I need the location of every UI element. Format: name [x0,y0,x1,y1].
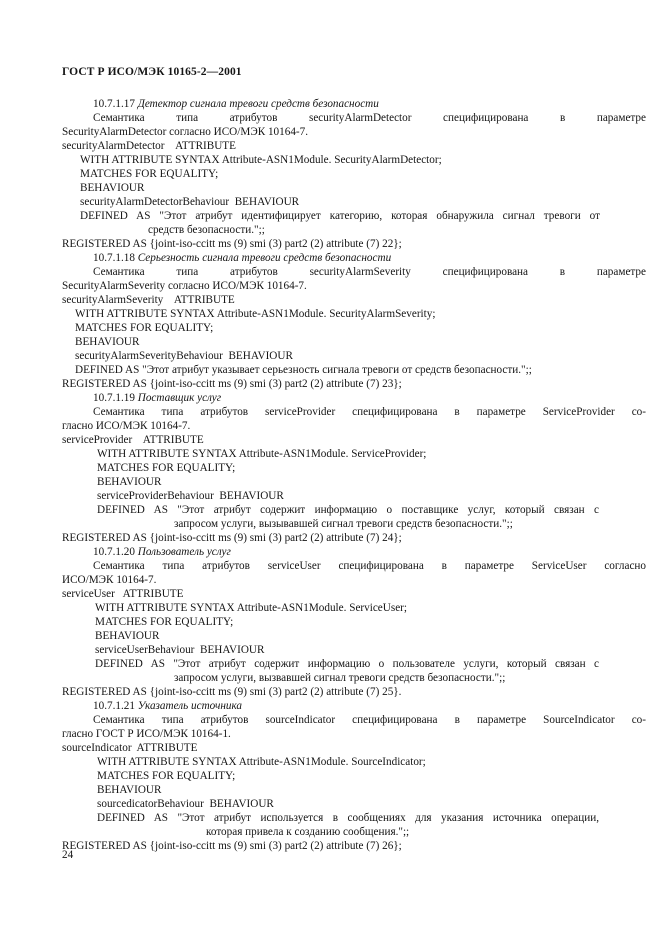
text-line: securityAlarmDetectorBehaviour BEHAVIOUR [80,196,300,208]
section-heading [93,252,391,265]
text-line: BEHAVIOUR [80,182,145,194]
text-line: serviceUser ATTRIBUTE [62,588,184,600]
text-line: ИСО/МЭК 10164-7. [62,574,157,586]
text-line: запросом услуги, вызывавшей сигнал тревоги средств безопасности.";; [174,518,513,530]
section-heading [93,98,379,111]
section-title: Поставщик услуг [137,392,222,404]
section-number: 10.7.1.20 [93,546,138,558]
text-line: которая привела к созданию сообщения.";; [206,826,410,838]
text-line: REGISTERED AS {joint-iso-ccitt ms (9) smi (3) part2 (2) attribute (7) 22}; [62,238,402,250]
section-heading [93,546,231,559]
section-title: Пользователь услуг [137,546,231,558]
text-line: MATCHES FOR EQUALITY; [80,168,219,180]
text-line: MATCHES FOR EQUALITY; [97,462,236,474]
text-line: SecurityAlarmDetector согласно ИСО/МЭК 10164-7. [62,126,309,138]
text-line: MATCHES FOR EQUALITY; [75,322,214,334]
text-line: Семантика типа атрибутов securityAlarmSeverity специфицирована в параметре [93,266,646,278]
text-line: serviceProviderBehaviour BEHAVIOUR [97,490,284,502]
text-line: WITH ATTRIBUTE SYNTAX Attribute-ASN1Module. SecurityAlarmDetector; [80,154,442,166]
text-line: securityAlarmSeverity ATTRIBUTE [62,294,235,306]
text-line: MATCHES FOR EQUALITY; [97,770,236,782]
page-number: 24 [62,849,74,861]
text-line: SecurityAlarmSeverity согласно ИСО/МЭК 10164-7. [62,280,307,292]
text-line: sourcedicatorBehaviour BEHAVIOUR [97,798,274,810]
text-line: DEFINED AS "Этот атрибут используется в сообщениях для указания источника операции, [97,812,599,824]
text-line: DEFINED AS "Этот атрибут указывает серьезность сигнала тревоги от средств безопасности.";; [75,364,532,376]
text-line: Семантика типа атрибутов securityAlarmDetector специфицирована в параметре [93,112,646,124]
text-line: securityAlarmSeverityBehaviour BEHAVIOUR [75,350,293,362]
text-line: WITH ATTRIBUTE SYNTAX Attribute-ASN1Module. ServiceProvider; [97,448,427,460]
text-line: REGISTERED AS {joint-iso-ccitt ms (9) smi (3) part2 (2) attribute (7) 23}; [62,378,402,390]
text-line: DEFINED AS "Этот атрибут содержит информацию о поставщике услуг, который связан с [97,504,599,516]
text-line: REGISTERED AS {joint-iso-ccitt ms (9) smi (3) part2 (2) attribute (7) 24}; [62,532,402,544]
text-line: DEFINED AS "Этот атрибут идентифицирует категорию, которая обнаружила сигнал тревоги от [80,210,600,222]
text-line: гласно ГОСТ Р ИСО/МЭК 10164-1. [62,728,231,740]
text-line: sourceIndicator ATTRIBUTE [62,742,198,754]
text-line: Семантика типа атрибутов sourceIndicator специфицирована в параметре SourceIndicator со- [93,714,646,726]
text-line: средств безопасности.";; [148,224,265,236]
text-line: Семантика типа атрибутов serviceProvider специфицирована в параметре ServiceProvider со- [93,406,646,418]
text-line: REGISTERED AS {joint-iso-ccitt ms (9) smi (3) part2 (2) attribute (7) 26}; [62,840,402,852]
text-line: BEHAVIOUR [95,630,160,642]
section-number: 10.7.1.19 [93,392,138,404]
text-line: BEHAVIOUR [97,784,162,796]
text-line: BEHAVIOUR [97,476,162,488]
section-number: 10.7.1.18 [93,252,138,264]
page-header: ГОСТ Р ИСО/МЭК 10165-2—2001 [62,66,242,78]
text-line: serviceProvider ATTRIBUTE [62,434,204,446]
text-line: MATCHES FOR EQUALITY; [95,616,234,628]
text-line: securityAlarmDetector ATTRIBUTE [62,140,236,152]
text-line: serviceUserBehaviour BEHAVIOUR [95,644,265,656]
text-line: Семантика типа атрибутов serviceUser специфицирована в параметре ServiceUser согласно [93,560,646,572]
text-line: BEHAVIOUR [75,336,140,348]
section-heading [93,392,221,405]
section-title: Серьезность сигнала тревоги средств безопасности [137,252,392,264]
text-line: гласно ИСО/МЭК 10164-7. [62,420,191,432]
text-line: REGISTERED AS {joint-iso-ccitt ms (9) smi (3) part2 (2) attribute (7) 25}. [62,686,402,698]
section-number: 10.7.1.17 [93,98,138,110]
text-line: DEFINED AS "Этот атрибут содержит информацию о пользователе услуги, который связан с [95,658,599,670]
text-line: WITH ATTRIBUTE SYNTAX Attribute-ASN1Module. ServiceUser; [95,602,407,614]
section-number: 10.7.1.21 [93,700,138,712]
section-title: Указатель источника [137,700,243,712]
text-line: WITH ATTRIBUTE SYNTAX Attribute-ASN1Module. SourceIndicator; [97,756,426,768]
text-line: WITH ATTRIBUTE SYNTAX Attribute-ASN1Module. SecurityAlarmSeverity; [75,308,436,320]
text-line: запросом услуги, вызвавшей сигнал тревоги средств безопасности.";; [174,672,506,684]
section-title: Детектор сигнала тревоги средств безопасности [137,98,379,110]
section-heading [93,700,242,713]
